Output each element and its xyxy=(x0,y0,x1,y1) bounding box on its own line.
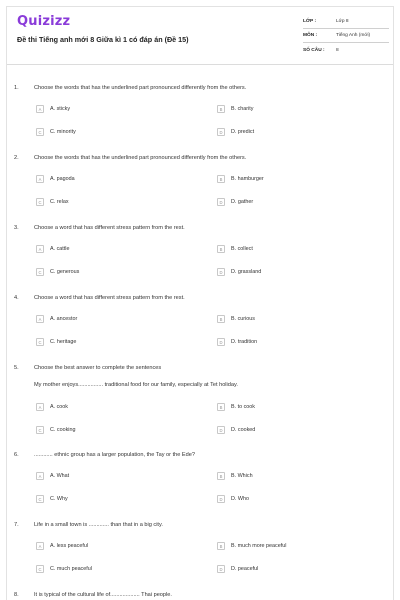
option-a[interactable] xyxy=(36,315,77,323)
option-text: C. generous xyxy=(50,269,80,275)
question-number: 8. xyxy=(14,592,19,598)
option-d[interactable] xyxy=(217,268,261,276)
option-text: A. ancestor xyxy=(50,316,78,322)
option-text: B. collect xyxy=(231,246,253,252)
question-sentence: My mother enjoys................ traditional food for our family, especially at Tet holiday. xyxy=(34,382,238,388)
option-text: B. to cook xyxy=(231,404,255,410)
option-text: D. grassland xyxy=(231,269,262,275)
option-text: D. tradition xyxy=(231,339,258,345)
option-text: B. Which xyxy=(231,473,253,479)
option-text: D. peaceful xyxy=(231,566,259,572)
option-letter-box: A xyxy=(36,542,44,550)
option-text: A. less peaceful xyxy=(50,543,89,549)
option-text: A. What xyxy=(50,473,70,479)
meta-key: MÔN : xyxy=(303,33,318,38)
option-a[interactable] xyxy=(36,245,69,253)
option-c[interactable] xyxy=(36,495,68,503)
option-text: A. cattle xyxy=(50,246,70,252)
quizizz-logo[interactable]: Quizizz xyxy=(17,14,71,29)
option-b[interactable] xyxy=(217,542,286,550)
option-letter-box: C xyxy=(36,565,44,573)
option-text: D. cooked xyxy=(231,427,256,433)
option-letter-box: B xyxy=(217,403,225,411)
option-letter-box: C xyxy=(36,426,44,434)
option-a[interactable] xyxy=(36,542,88,550)
option-text: C. much peaceful xyxy=(50,566,92,572)
question-text: Choose a word that has different stress pattern from the rest. xyxy=(34,225,185,231)
option-b[interactable] xyxy=(217,403,255,411)
meta-key: LỚP : xyxy=(303,19,317,24)
meta-value: 8 xyxy=(336,47,339,53)
option-d[interactable] xyxy=(217,426,255,434)
question-text: Choose the words that has the underlined part pronounced differently from the others. xyxy=(34,155,247,161)
option-letter-box: A xyxy=(36,105,44,113)
question-text: Choose a word that has different stress pattern from the rest. xyxy=(34,295,185,301)
question-text: Life in a small town is ............. than that in a big city. xyxy=(34,522,163,528)
option-letter-box: B xyxy=(217,315,225,323)
option-letter-box: D xyxy=(217,338,225,346)
question-text: It is typical of the cultural life of................... Thai people. xyxy=(34,592,172,598)
option-letter-box: B xyxy=(217,472,225,480)
option-text: A. cook xyxy=(50,404,68,410)
option-a[interactable] xyxy=(36,105,70,113)
option-d[interactable] xyxy=(217,495,249,503)
option-letter-box: D xyxy=(217,426,225,434)
option-letter-box: B xyxy=(217,542,225,550)
option-text: D. predict xyxy=(231,129,255,135)
meta-value: Lớp 8 xyxy=(336,19,349,24)
option-letter-box: A xyxy=(36,245,44,253)
option-a[interactable] xyxy=(36,472,69,480)
option-text: C. Why xyxy=(50,496,68,502)
option-text: C. minority xyxy=(50,129,76,135)
option-letter-box: C xyxy=(36,338,44,346)
question-number: 5. xyxy=(14,365,19,371)
option-c[interactable] xyxy=(36,198,69,206)
option-d[interactable] xyxy=(217,565,258,573)
option-c[interactable] xyxy=(36,268,79,276)
option-text: D. Who xyxy=(231,496,249,502)
option-text: C. heritage xyxy=(50,339,77,345)
option-a[interactable] xyxy=(36,175,75,183)
option-letter-box: A xyxy=(36,175,44,183)
meta-row-class xyxy=(303,15,389,29)
worksheet-page xyxy=(6,6,394,600)
option-b[interactable] xyxy=(217,245,253,253)
option-letter-box: D xyxy=(217,268,225,276)
option-letter-box: B xyxy=(217,105,225,113)
option-letter-box: D xyxy=(217,128,225,136)
option-b[interactable] xyxy=(217,105,253,113)
document-title: Đề thi Tiếng anh mới 8 Giữa kì 1 có đáp án (Đề 15) xyxy=(17,35,189,44)
option-letter-box: D xyxy=(217,495,225,503)
option-text: B. curious xyxy=(231,316,255,322)
option-letter-box: A xyxy=(36,472,44,480)
worksheet-header xyxy=(7,7,393,65)
question-text: ............ ethnic group has a larger population, the Tay or the Ede? xyxy=(34,452,195,458)
option-c[interactable] xyxy=(36,426,75,434)
question-number: 6. xyxy=(14,452,19,458)
question-number: 1. xyxy=(14,85,19,91)
question-number: 4. xyxy=(14,295,19,301)
option-text: D. gather xyxy=(231,199,254,205)
option-letter-box: C xyxy=(36,495,44,503)
option-letter-box: A xyxy=(36,403,44,411)
option-letter-box: A xyxy=(36,315,44,323)
option-b[interactable] xyxy=(217,175,264,183)
option-letter-box: B xyxy=(217,175,225,183)
option-c[interactable] xyxy=(36,128,76,136)
option-text: A. pagoda xyxy=(50,176,75,182)
option-text: A. sticky xyxy=(50,106,71,112)
option-text: B. hamburger xyxy=(231,176,264,182)
option-d[interactable] xyxy=(217,128,254,136)
option-letter-box: B xyxy=(217,245,225,253)
option-d[interactable] xyxy=(217,338,257,346)
option-text: C. cooking xyxy=(50,427,76,433)
question-text: Choose the best answer to complete the sentences xyxy=(34,365,162,371)
question-text: Choose the words that has the underlined part pronounced differently from the others. xyxy=(34,85,247,91)
meta-key: SỐ CÂU : xyxy=(303,47,325,53)
meta-row-subject xyxy=(303,29,389,43)
option-c[interactable] xyxy=(36,338,76,346)
question-number: 2. xyxy=(14,155,19,161)
option-letter-box: C xyxy=(36,198,44,206)
option-b[interactable] xyxy=(217,315,255,323)
option-text: B. much more peaceful xyxy=(231,543,287,549)
option-text: C. relax xyxy=(50,199,69,205)
meta-table xyxy=(303,15,389,57)
option-text: B. charity xyxy=(231,106,254,112)
question-number: 3. xyxy=(14,225,19,231)
option-c[interactable] xyxy=(36,565,92,573)
question-number: 7. xyxy=(14,522,19,528)
option-letter-box: D xyxy=(217,565,225,573)
option-letter-box: C xyxy=(36,268,44,276)
option-letter-box: C xyxy=(36,128,44,136)
option-letter-box: D xyxy=(217,198,225,206)
meta-value: Tiếng Anh (mới) xyxy=(336,33,371,38)
meta-row-count xyxy=(303,43,389,57)
option-a[interactable] xyxy=(36,403,68,411)
option-d[interactable] xyxy=(217,198,253,206)
option-b[interactable] xyxy=(217,472,253,480)
